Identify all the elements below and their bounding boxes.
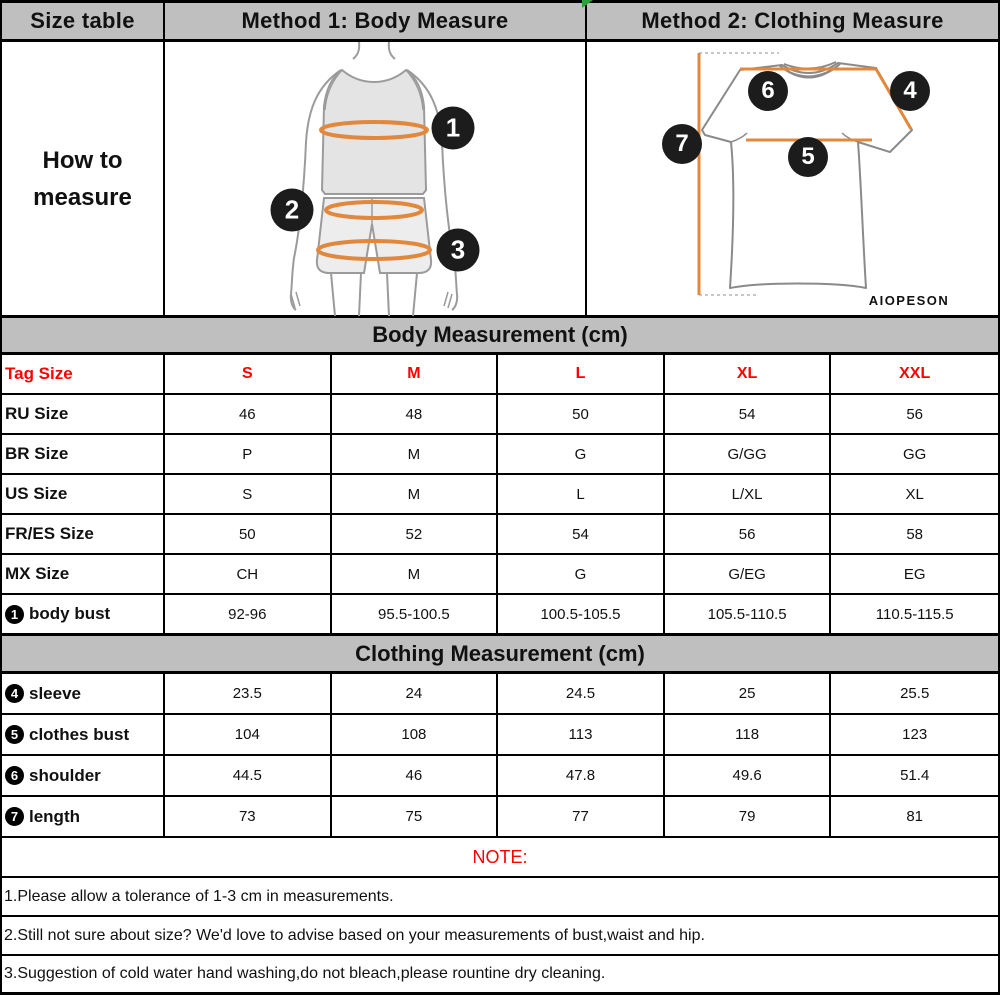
cell: 75	[332, 797, 499, 836]
header-method1: Method 1: Body Measure	[165, 3, 587, 39]
cell: 51.4	[900, 767, 930, 784]
clothing-measure-illustration	[587, 42, 998, 316]
circled-number-icon: 6	[5, 766, 24, 785]
cell: EG	[903, 565, 926, 583]
cell: G	[498, 435, 665, 473]
cell: 104	[165, 715, 332, 754]
cell: G/GG	[665, 435, 832, 473]
col-header-m: M	[332, 355, 499, 393]
circled-number-icon: 1	[5, 605, 24, 624]
cell: L/XL	[665, 475, 832, 513]
table-row-shoulder	[0, 756, 1000, 797]
cell: 46	[165, 395, 332, 433]
table-row-clothes-bust	[0, 715, 1000, 756]
cell: S	[165, 475, 332, 513]
row-label: MX Size	[2, 555, 165, 593]
row-label: US Size	[2, 475, 165, 513]
cell: G/EG	[665, 555, 832, 593]
col-header-xxl: XXL	[899, 365, 931, 382]
cell: P	[165, 435, 332, 473]
cell: G	[498, 555, 665, 593]
cell: 46	[332, 756, 499, 795]
cell: 48	[332, 395, 499, 433]
table-row-mx-size	[0, 555, 1000, 595]
row-label	[2, 595, 165, 633]
cell: 24	[332, 674, 499, 713]
cell: 49.6	[665, 756, 832, 795]
marker-waist: 2	[271, 189, 314, 232]
header-size-table: Size table	[2, 3, 165, 39]
cell: 56	[665, 515, 832, 553]
table-row-sleeve	[0, 674, 1000, 715]
cell: 100.5-105.5	[498, 595, 665, 633]
how-to-line2: measure	[33, 184, 132, 211]
col-header-s: S	[165, 355, 332, 393]
table-row-ru-size	[0, 395, 1000, 435]
col-header-xl: XL	[665, 355, 832, 393]
clothing-measurement-band: Clothing Measurement (cm)	[0, 635, 1000, 674]
table-row-us-size	[0, 475, 1000, 515]
row-label-text: clothes bust	[29, 724, 130, 744]
cell: 54	[498, 515, 665, 553]
cell: L	[498, 475, 665, 513]
row-label: RU Size	[2, 395, 165, 433]
cell: 52	[332, 515, 499, 553]
table-row-length	[0, 797, 1000, 838]
cell: 79	[665, 797, 832, 836]
cell: 44.5	[165, 756, 332, 795]
cell: 54	[665, 395, 832, 433]
table-row-body-bust	[0, 595, 1000, 635]
cell: 25	[665, 674, 832, 713]
body-measurement-table	[0, 355, 1000, 635]
note-item-3: 3.Suggestion of cold water hand washing,do not bleach,please rountine dry cleaning.	[0, 956, 1000, 995]
cell: 50	[165, 515, 332, 553]
cell: CH	[165, 555, 332, 593]
cell: GG	[903, 445, 927, 463]
marker-shoulder: 6	[748, 71, 788, 111]
cell: 92-96	[165, 595, 332, 633]
cell: 95.5-100.5	[332, 595, 499, 633]
cell: 56	[906, 405, 924, 423]
body-figure-drawing	[165, 42, 585, 316]
row-label	[2, 674, 165, 713]
how-to-measure-label	[2, 42, 165, 316]
cell: 118	[665, 715, 832, 754]
table-row-tag-size	[0, 355, 1000, 395]
cell: 47.8	[498, 756, 665, 795]
cell: M	[332, 555, 499, 593]
cell: 24.5	[498, 674, 665, 713]
header-method2: Method 2: Clothing Measure	[587, 3, 998, 39]
circled-number-icon: 5	[5, 725, 24, 744]
row-label-tag-size: Tag Size	[2, 355, 165, 393]
illustration-row	[0, 42, 1000, 318]
cell: 108	[332, 715, 499, 754]
marker-length: 7	[662, 124, 702, 164]
body-measure-illustration	[165, 42, 587, 316]
brand-text: AIOPESON	[868, 293, 950, 308]
body-measurement-band: Body Measurement (cm)	[0, 318, 1000, 355]
table-row-fres-size	[0, 515, 1000, 555]
cell: 58	[906, 525, 924, 543]
cell: 81	[906, 808, 924, 825]
row-label: FR/ES Size	[2, 515, 165, 553]
cell: 23.5	[165, 674, 332, 713]
row-label: BR Size	[2, 435, 165, 473]
circled-number-icon: 4	[5, 684, 24, 703]
cell: M	[332, 475, 499, 513]
cell: M	[332, 435, 499, 473]
header-row	[0, 0, 1000, 42]
table-row-br-size	[0, 435, 1000, 475]
row-label	[2, 756, 165, 795]
cell: 123	[902, 726, 928, 743]
row-label-text: shoulder	[29, 765, 101, 785]
row-label-text: length	[29, 806, 80, 826]
note-item-2: 2.Still not sure about size? We'd love to advise based on your measurements of bust,waist and hip.	[0, 917, 1000, 956]
cell: 50	[498, 395, 665, 433]
cell: 110.5-115.5	[875, 605, 954, 623]
note-title: NOTE:	[0, 838, 1000, 878]
how-to-line1: How to	[42, 146, 123, 174]
marker-hip: 3	[437, 229, 480, 272]
cell: XL	[905, 485, 924, 503]
tshirt-drawing	[587, 42, 998, 316]
marker-bust: 1	[432, 107, 475, 150]
row-label	[2, 715, 165, 754]
cell: 105.5-110.5	[665, 595, 832, 633]
cell: 77	[498, 797, 665, 836]
marker-sleeve: 4	[890, 71, 930, 111]
note-item-1: 1.Please allow a tolerance of 1-3 cm in measurements.	[0, 878, 1000, 917]
row-label	[2, 797, 165, 836]
row-label-text: body bust	[29, 604, 111, 623]
clothing-measurement-table	[0, 674, 1000, 838]
cell: 73	[165, 797, 332, 836]
row-label-text: sleeve	[29, 683, 81, 703]
marker-clothes-bust: 5	[788, 137, 828, 177]
col-header-l: L	[498, 355, 665, 393]
cell: 25.5	[900, 685, 930, 702]
circled-number-icon: 7	[5, 807, 24, 826]
cell: 113	[498, 715, 665, 754]
